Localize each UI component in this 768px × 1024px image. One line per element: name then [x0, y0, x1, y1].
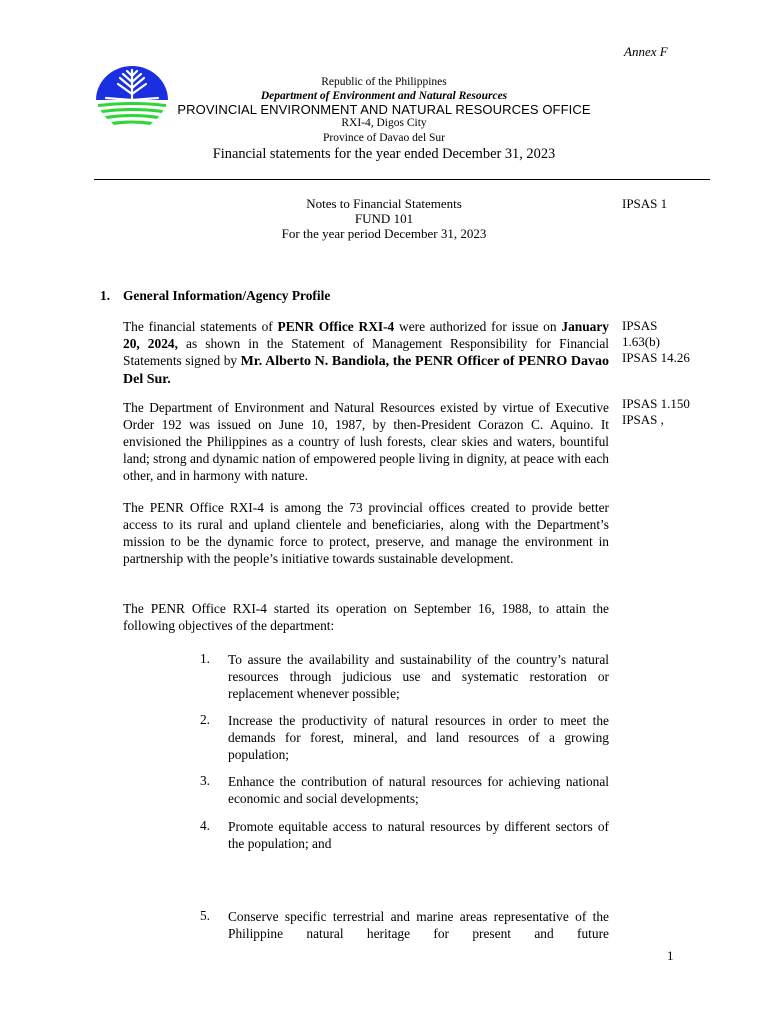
- ipsas-reference: IPSAS 1: [622, 196, 668, 211]
- objective-number: 2.: [199, 712, 210, 727]
- paragraph-office-mission: The PENR Office RXI-4 is among the 73 provincial offices created to provide better access to its rural and upland clientele and beneficiaries, along with the Department’s mission to be the dynamic force to protect, preserve, and manage the environment in partnership with the people’s initiative towards sustainable development.: [123, 500, 609, 566]
- objective-item: Promote equitable access to natural resources by different sectors of the population; and: [228, 819, 609, 851]
- fund-label: FUND 101: [354, 211, 414, 226]
- period-label: For the year period December 31, 2023: [281, 226, 487, 241]
- header-statement: Financial statements for the year ended December 31, 2023: [212, 146, 556, 162]
- ipsas-reference: IPSAS: [622, 318, 658, 333]
- ipsas-reference: IPSAS 1.150: [622, 396, 690, 411]
- header-department: Department of Environment and Natural Resources: [260, 90, 508, 102]
- objective-number: 1.: [199, 651, 210, 666]
- header-divider: [94, 179, 710, 180]
- objective-number: 3.: [199, 773, 210, 788]
- paragraph-objectives-intro: The PENR Office RXI-4 started its operation on September 16, 1988, to attain the following objectives of the department:: [123, 601, 609, 633]
- paragraph-history-refs: [622, 396, 718, 428]
- paragraph-authorization: The financial statements of PENR Office RXI-4 were authorized for issue on January 20, 2024, as shown in the Statement of Management Responsibility for Financial Statements signed by Mr. Alberto N. Bandiola, the PENR Officer of PENRO Davao Del Sur.: [123, 319, 609, 387]
- objective-item: Increase the productivity of natural resources in order to meet the demands for forest, mineral, and land resources of a growing population;: [228, 713, 609, 762]
- objective-number: 4.: [199, 818, 210, 833]
- paragraph-department-history: The Department of Environment and Natural Resources existed by virtue of Executive Order 192 was issued on June 10, 1987, by then-President Corazon C. Aquino. It envisioned the Philippines as a country of lush forests, clear skies and waters, bountiful land; strong and dynamic nation of empowered people living in dignity, at peace with each other, and in harmony with nature.: [123, 400, 609, 483]
- section-title: General Information/Agency Profile: [123, 288, 331, 303]
- ipsas-reference: 1.63(b): [622, 334, 660, 349]
- paragraph-authorization-refs: [622, 318, 718, 366]
- objective-item: Enhance the contribution of natural resources for achieving national economic and social developments;: [228, 774, 609, 806]
- objective-number: 5.: [199, 908, 210, 923]
- header-office: PROVINCIAL ENVIRONMENT AND NATURAL RESOURCES OFFICE: [177, 102, 591, 117]
- header-province: Province of Davao del Sur: [323, 132, 445, 144]
- objective-item: To assure the availability and sustainability of the country’s natural resources through judicious use and systematic restoration or replacement whenever possible;: [228, 652, 609, 701]
- section-number: 1.: [100, 288, 111, 303]
- annex-label: Annex F: [624, 44, 668, 59]
- notes-title: Notes to Financial Statements: [306, 196, 462, 211]
- page-number: 1: [667, 948, 674, 963]
- objective-item: Conserve specific terrestrial and marine areas representative of the Philippine natural heritage for present and future: [228, 909, 609, 941]
- header-region: RXI-4, Digos City: [341, 117, 427, 129]
- ipsas-reference: IPSAS ,: [622, 412, 664, 427]
- header-republic: Republic of the Philippines: [321, 76, 447, 88]
- ipsas-reference: IPSAS 14.26: [622, 350, 690, 365]
